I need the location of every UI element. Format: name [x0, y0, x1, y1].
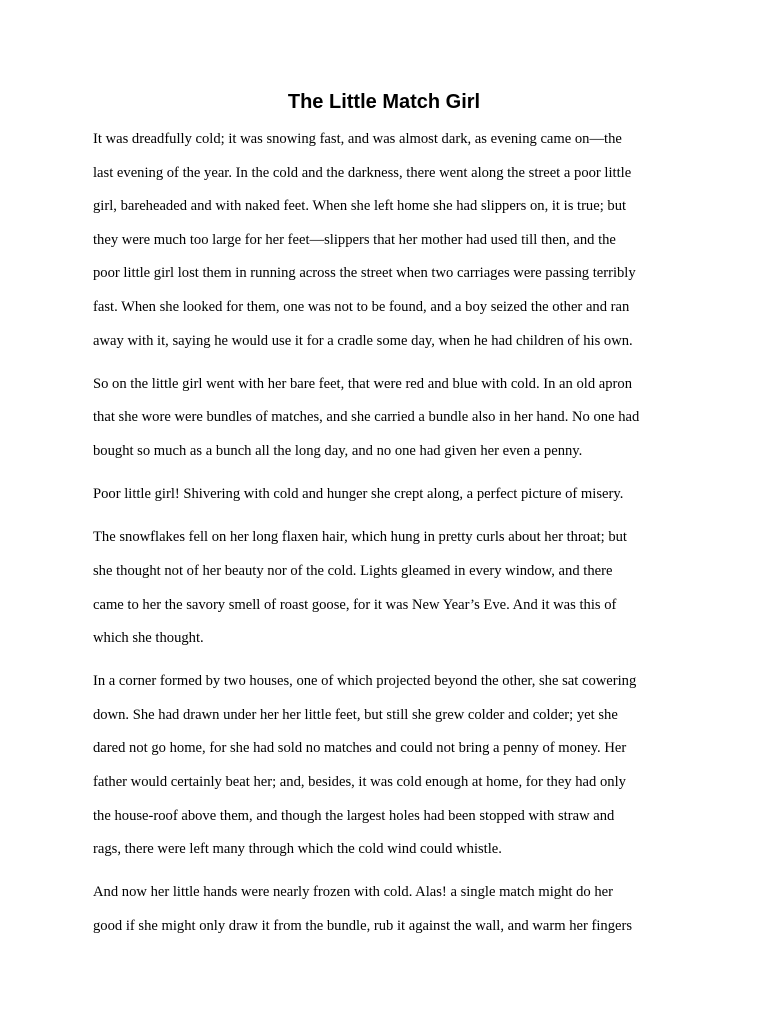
text-line: away with it, saying he would use it for a cradle some day, when he had children of his own. [93, 332, 633, 349]
text-line: girl, bareheaded and with naked feet. When she left home she had slippers on, it is true; but [93, 198, 627, 215]
text-line: The snowflakes fell on her long flaxen hair, which hung in pretty curls about her throat; but [93, 529, 627, 546]
text-line: Poor little girl! Shivering with cold and hunger she crept along, a perfect picture of misery. [93, 486, 624, 503]
text-line: she thought not of her beauty nor of the cold. Lights gleamed in every window, and there [93, 562, 613, 579]
document-body [93, 123, 676, 953]
paragraph-2 [93, 368, 676, 469]
text-line: dared not go home, for she had sold no matches and could not bring a penny of money. Her [93, 740, 627, 757]
text-line: that she wore were bundles of matches, and she carried a bundle also in her hand. No one had [93, 409, 640, 426]
paragraph-1 [93, 123, 676, 358]
paragraph-4 [93, 521, 676, 655]
paragraph-6 [93, 876, 676, 943]
text-line: It was dreadfully cold; it was snowing fast, and was almost dark, as evening came on—the [93, 131, 622, 147]
text-line: last evening of the year. In the cold and the darkness, there went along the street a poor little [93, 164, 632, 181]
text-line: poor little girl lost them in running across the street when two carriages were passing terribly [93, 265, 636, 282]
paragraph-3 [93, 478, 676, 512]
text-line: which she thought. [93, 630, 204, 647]
text-line: the house-roof above them, and though the largest holes had been stopped with straw and [93, 807, 615, 824]
paragraph-5 [93, 665, 676, 867]
document-title: The Little Match Girl [287, 91, 481, 113]
text-line: bought so much as a bunch all the long day, and no one had given her even a penny. [93, 442, 583, 459]
text-line: they were much too large for her feet—slippers that her mother had used till then, and the [93, 231, 616, 248]
text-line: And now her little hands were nearly frozen with cold. Alas! a single match might do her [93, 884, 613, 901]
text-line: fast. When she looked for them, one was not to be found, and a boy seized the other and ran [93, 298, 630, 315]
text-line: came to her the savory smell of roast goose, for it was New Year’s Eve. And it was this of [93, 596, 617, 613]
text-line: rags, there were left many through which the cold wind could whistle. [93, 841, 502, 858]
text-line: father would certainly beat her; and, besides, it was cold enough at home, for they had only [93, 774, 626, 791]
text-line: good if she might only draw it from the bundle, rub it against the wall, and warm her fingers [93, 918, 633, 935]
text-line: down. She had drawn under her her little feet, but still she grew colder and colder; yet she [93, 706, 618, 723]
text-line: So on the little girl went with her bare feet, that were red and blue with cold. In an old apron [93, 375, 632, 392]
text-line: In a corner formed by two houses, one of which projected beyond the other, she sat cowering [93, 673, 637, 690]
